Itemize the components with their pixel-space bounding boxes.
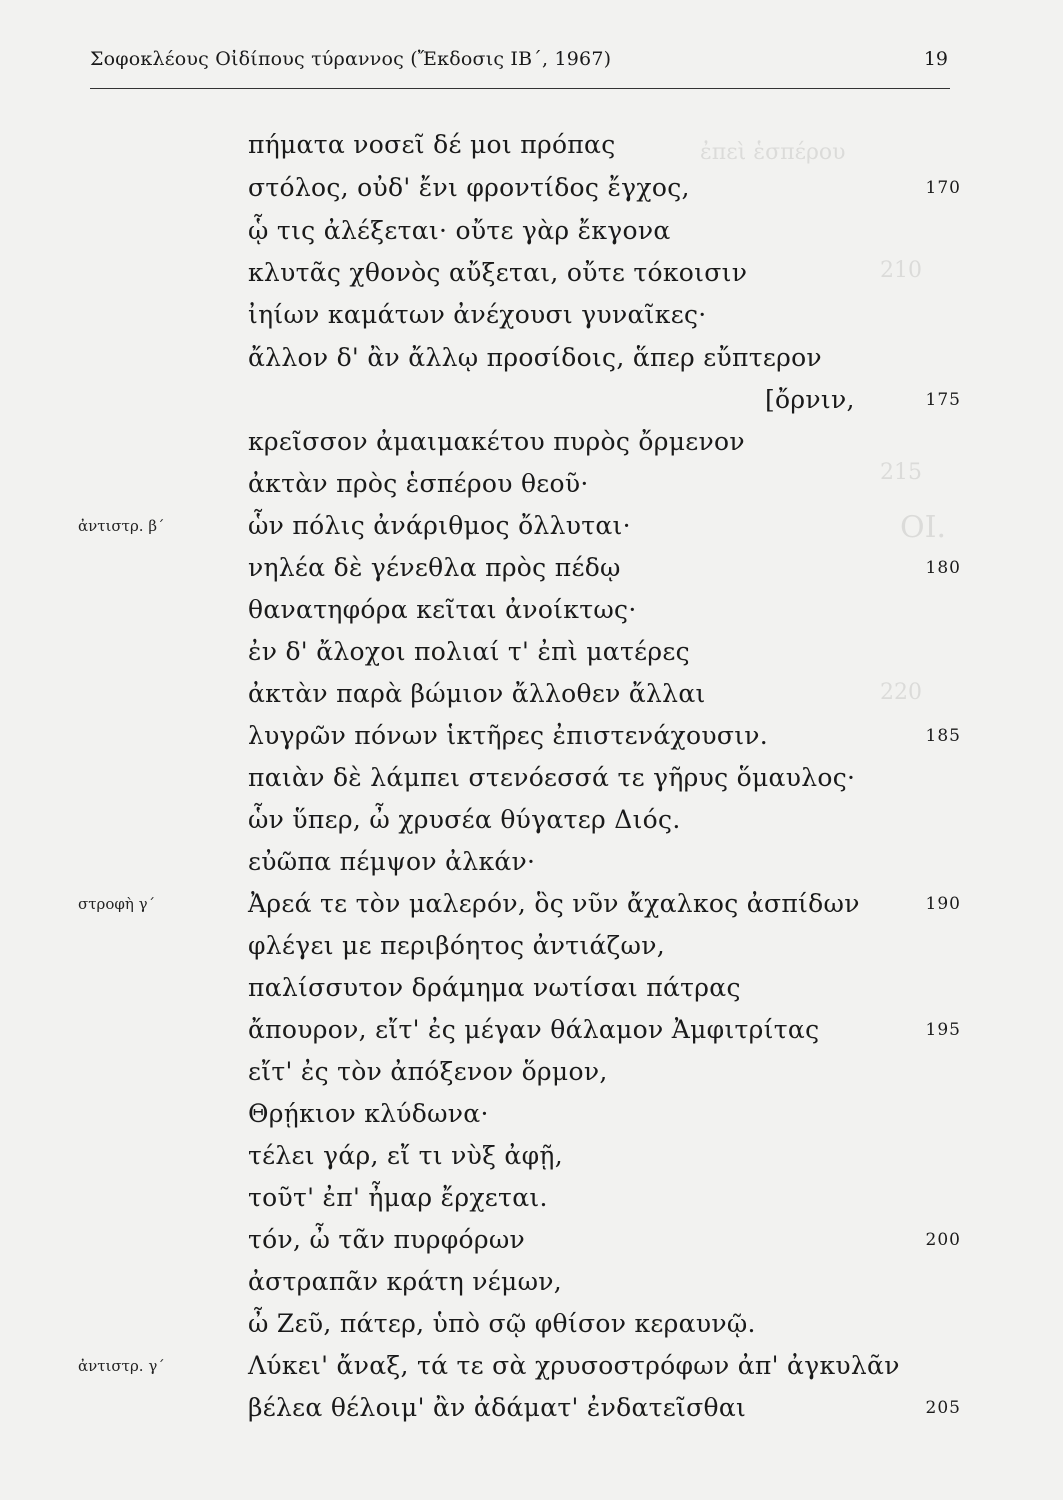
verse-line: Λύκει' ἄναξ, τά τε σὰ χρυσοστρόφων ἀπ' ἀγκυλᾶν bbox=[248, 1351, 900, 1380]
verse-line: ἄλλον δ' ἂν ἄλλῳ προσίδοις, ἅπερ εὔπτερον bbox=[248, 343, 822, 372]
verse-line: κλυτᾶς χθονὸς αὔξεται, οὔτε τόκοισιν bbox=[248, 258, 748, 287]
margin-label-antistrophe-b: ἀντιστρ. β΄ bbox=[78, 517, 165, 535]
verse-line: πήματα νοσεῖ δέ μοι πρόπας bbox=[248, 130, 616, 159]
verse-line: Ἀρεά τε τὸν μαλερόν, ὃς νῦν ἄχαλκος ἀσπίδων bbox=[248, 889, 860, 918]
line-number: 180 bbox=[925, 558, 961, 578]
line-number: 205 bbox=[925, 1398, 961, 1418]
document-page: ἐπεὶ ἑσπέρου 210 215 220 ΟΙ. Σοφοκλέους Οἰδίπους τύραννος (Ἔκδοσις ΙΒ΄, 1967) 19 πήματα νοσεῖ δέ μοι πρόπας στόλος, οὐδ' ἔνι φροντίδος ἔγχος, ᾧ τις ἀλέξεται· οὔτε γὰρ ἔκγονα κλυτᾶς χθονὸς αὔξεται, οὔτε τόκοισιν ἰηίων καμάτων ἀνέχουσι γυναῖκες· ἄλλον δ' ἂν ἄλλῳ προσίδοις, ἅπερ εὔπτερον [ὄρνιν, κρεῖσσον ἀμαιμακέτου πυρὸς ὄρμενον ἀκτὰν πρὸς ἑσπέρου θεοῦ· ὧν πόλις ἀνάριθμος ὄλλυται· νηλέα δὲ γένεθλα πρὸς πέδῳ θανατηφόρα κεῖται ἀνοίκτως· ἐν δ' ἄλοχοι πολιαί τ' ἐπὶ ματέρες ἀκτὰν παρὰ βώμιον ἄλλοθεν ἄλλαι λυγρῶν πόνων ἱκτῆρες ἐπιστενάχουσιν. παιὰν δὲ λάμπει στενόεσσά τε γῆρυς ὅμαυλος· ὧν ὕπερ, ὦ χρυσέα θύγατερ Διός. εὐῶπα πέμψον ἀλκάν· Ἀρεά τε τὸν μαλερόν, ὃς νῦν ἄχαλκος ἀσπίδων φλέγει με περιβόητος ἀντιάζων, παλίσσυτον δράμημα νωτίσαι πάτρας ἄπουρον, εἴτ' ἐς μέγαν θάλαμον Ἀμφιτρίτας εἴτ' ἐς τὸν ἀπόξενον ὅρμον, Θρῄκιον κλύδωνα· τέλει γάρ, εἴ τι νὺξ ἀφῇ, τοῦτ' ἐπ' ἦμαρ ἔρχεται. τόν, ὦ τᾶν πυρφόρων ἀστραπᾶν κράτη νέμων, ὦ Ζεῦ, πάτερ, ὑπὸ σῷ φθίσον κεραυνῷ. Λύκει' ἄναξ, τά τε σὰ χρυσοστρόφων ἀπ' ἀγκυλᾶν βέλεα θέλοιμ' ἂν ἀδάματ' ἐνδατεῖσθαι 170 175 180 185 190 195 200 205 ἀντιστρ. β΄ στροφὴ γ΄ ἀντιστρ. γ΄ bbox=[0, 0, 1063, 1500]
margin-label-strophe-g: στροφὴ γ΄ bbox=[78, 895, 156, 913]
line-number: 190 bbox=[925, 894, 961, 914]
line-number: 170 bbox=[925, 178, 961, 198]
running-head-title: Σοφοκλέους Οἰδίπους τύραννος (Ἔκδοσις ΙΒ΄, 1967) bbox=[90, 48, 612, 70]
verse-line: βέλεα θέλοιμ' ἂν ἀδάματ' ἐνδατεῖσθαι bbox=[248, 1393, 747, 1422]
verse-line: ἰηίων καμάτων ἀνέχουσι γυναῖκες· bbox=[248, 300, 707, 329]
verse-line: φλέγει με περιβόητος ἀντιάζων, bbox=[248, 931, 665, 960]
verse-line: ὧν ὕπερ, ὦ χρυσέα θύγατερ Διός. bbox=[248, 805, 681, 834]
verse-line: τοῦτ' ἐπ' ἦμαρ ἔρχεται. bbox=[248, 1183, 548, 1212]
verse-line: στόλος, οὐδ' ἔνι φροντίδος ἔγχος, bbox=[248, 173, 690, 202]
verse-line: ὦ Ζεῦ, πάτερ, ὑπὸ σῷ φθίσον κεραυνῷ. bbox=[248, 1309, 756, 1338]
verse-line: Θρῄκιον κλύδωνα· bbox=[248, 1099, 489, 1128]
verse-line: ἀκτὰν πρὸς ἑσπέρου θεοῦ· bbox=[248, 469, 589, 498]
verse-line: θανατηφόρα κεῖται ἀνοίκτως· bbox=[248, 595, 637, 624]
line-number: 195 bbox=[925, 1020, 961, 1040]
verse-line: ἀστραπᾶν κράτη νέμων, bbox=[248, 1267, 563, 1296]
verse-line: ἄπουρον, εἴτ' ἐς μέγαν θάλαμον Ἀμφιτρίτας bbox=[248, 1015, 820, 1044]
verse-line: ᾧ τις ἀλέξεται· οὔτε γὰρ ἔκγονα bbox=[248, 216, 671, 245]
verse-line: εὐῶπα πέμψον ἀλκάν· bbox=[248, 847, 536, 876]
verse-line: ὧν πόλις ἀνάριθμος ὄλλυται· bbox=[248, 511, 631, 540]
verse-line: κρεῖσσον ἀμαιμακέτου πυρὸς ὄρμενον bbox=[248, 427, 745, 456]
verse-line: εἴτ' ἐς τὸν ἀπόξενον ὅρμον, bbox=[248, 1057, 608, 1086]
header-rule bbox=[90, 88, 950, 89]
margin-label-antistrophe-g: ἀντιστρ. γ΄ bbox=[78, 1357, 165, 1375]
page-number: 19 bbox=[923, 48, 948, 70]
line-number: 200 bbox=[925, 1230, 961, 1250]
verse-line: νηλέα δὲ γένεθλα πρὸς πέδῳ bbox=[248, 553, 621, 582]
running-head bbox=[90, 46, 950, 86]
line-number: 185 bbox=[925, 726, 961, 746]
verse-line: παλίσσυτον δράμημα νωτίσαι πάτρας bbox=[248, 973, 741, 1002]
verse-line: τόν, ὦ τᾶν πυρφόρων bbox=[248, 1225, 526, 1254]
verse-line: ἀκτὰν παρὰ βώμιον ἄλλοθεν ἄλλαι bbox=[248, 679, 706, 708]
verse-line: λυγρῶν πόνων ἱκτῆρες ἐπιστενάχουσιν. bbox=[248, 721, 769, 750]
verse-line: ἐν δ' ἄλοχοι πολιαί τ' ἐπὶ ματέρες bbox=[248, 637, 690, 666]
verse-line: τέλει γάρ, εἴ τι νὺξ ἀφῇ, bbox=[248, 1141, 563, 1170]
line-number: 175 bbox=[925, 390, 961, 410]
verse-line: παιὰν δὲ λάμπει στενόεσσά τε γῆρυς ὅμαυλος· bbox=[248, 763, 856, 792]
verse-line: [ὄρνιν, bbox=[765, 385, 855, 414]
